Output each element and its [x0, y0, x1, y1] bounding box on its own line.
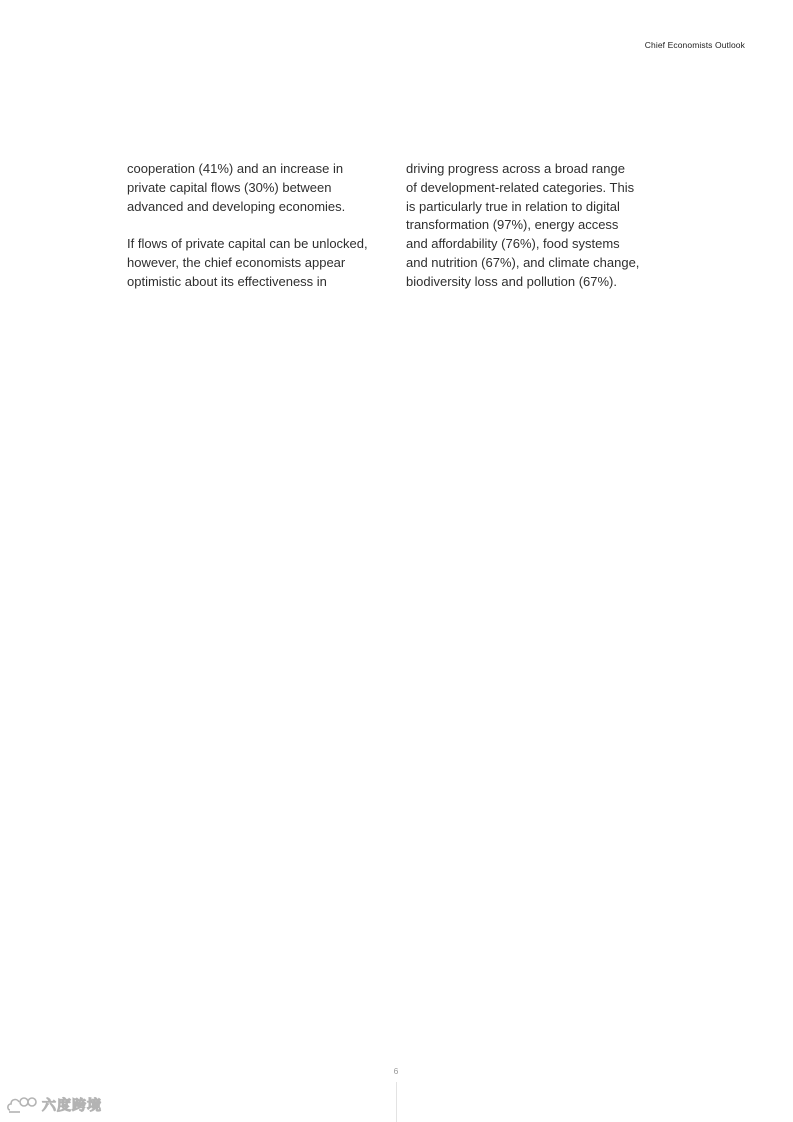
cloud-logo-icon [6, 1094, 38, 1116]
text-line: of development-related categories. This [406, 179, 635, 195]
page-number: 6 [393, 1066, 399, 1076]
text-line: and nutrition (67%), and climate change, [406, 254, 640, 270]
text-line: If flows of private capital can be unlocked, [127, 236, 368, 252]
text-line: however, the chief economists appear [127, 254, 346, 270]
footer-divider [396, 1082, 397, 1122]
text-line: is particularly true in relation to digital [406, 198, 620, 214]
paragraph [127, 235, 382, 291]
watermark [6, 1094, 102, 1116]
text-line: cooperation (41%) and an increase in [127, 161, 344, 176]
running-header-title: Chief Economists Outlook [644, 40, 745, 50]
text-line: transformation (97%), energy access [406, 217, 619, 233]
text-line: advanced and developing economies. [127, 198, 346, 214]
text-line: and affordability (76%), food systems [406, 236, 620, 252]
watermark-text: 六度跨境 [42, 1097, 102, 1113]
left-text-column [127, 160, 382, 310]
text-line: optimistic about its effectiveness in [127, 273, 327, 289]
text-line: biodiversity loss and pollution (67%). [406, 273, 617, 289]
right-text-column [406, 160, 651, 310]
text-line: driving progress across a broad range [406, 161, 625, 176]
paragraph [406, 160, 651, 292]
text-line: private capital flows (30%) between [127, 179, 332, 195]
paragraph [127, 160, 382, 216]
